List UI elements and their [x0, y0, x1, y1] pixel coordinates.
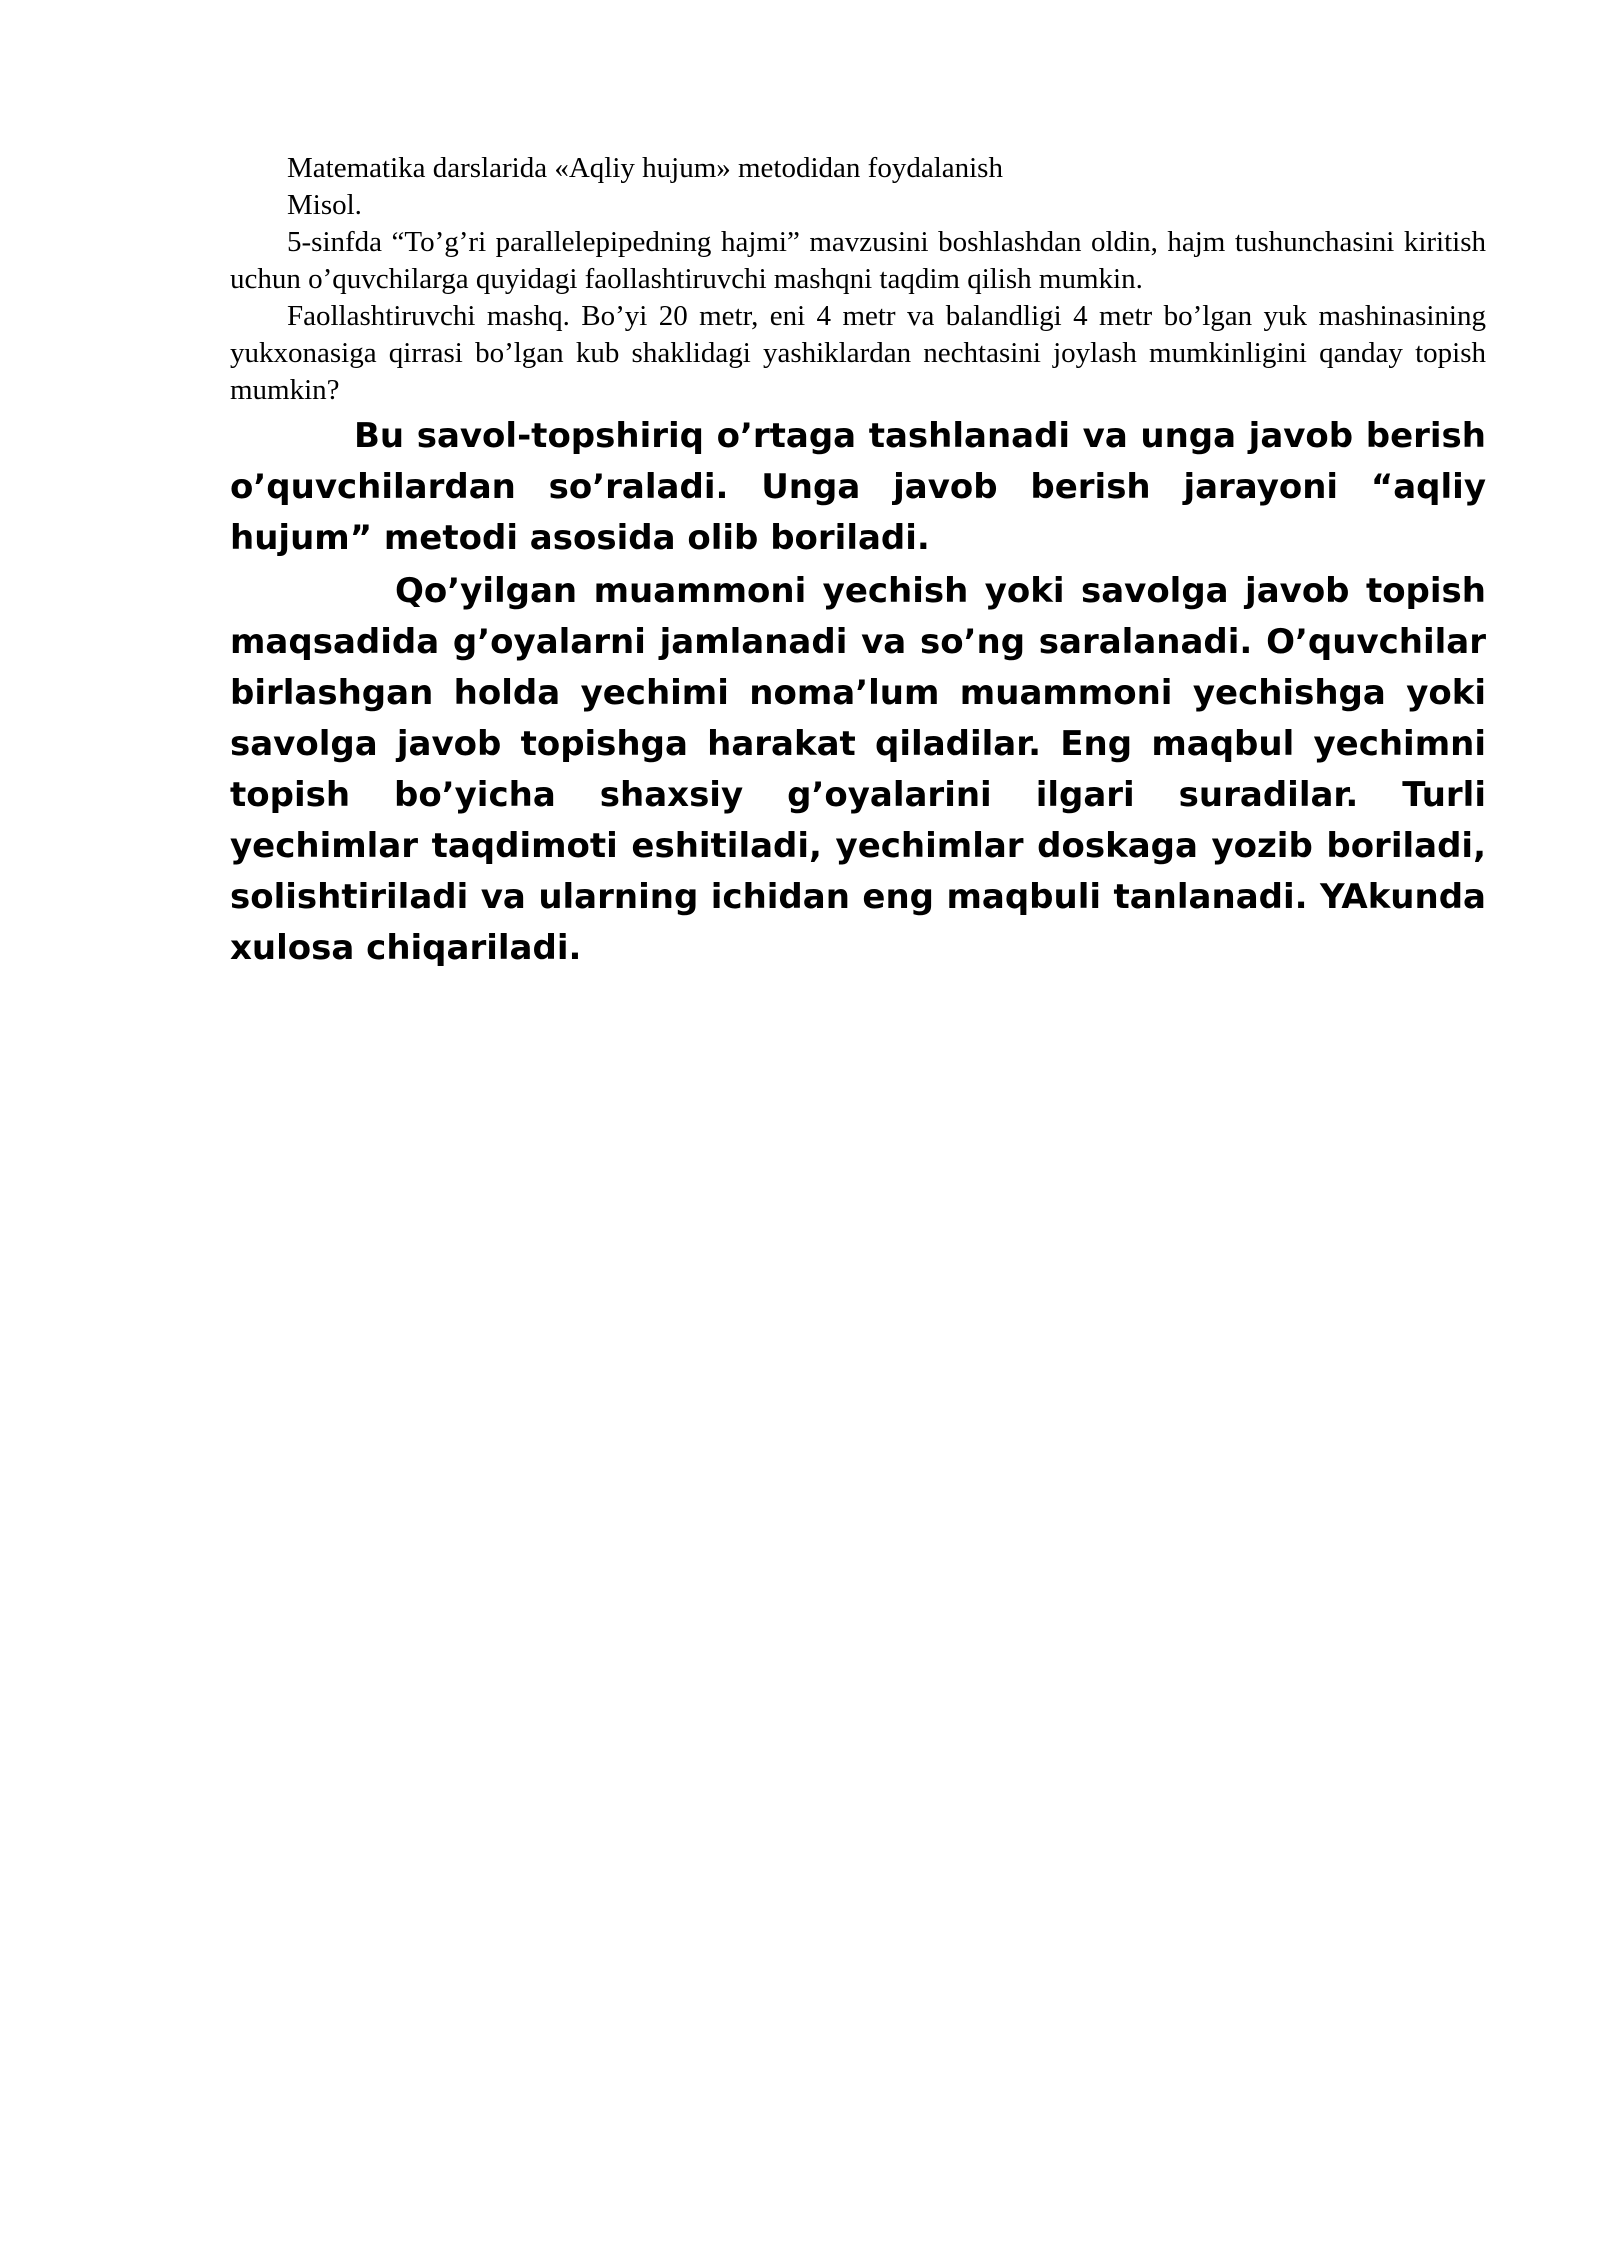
exercise-paragraph: Faollashtiruvchi mashq. Bo’yi 20 metr, eni 4 metr va balandligi 4 metr bo’lgan yuk mashinasining yukxonasiga qirrasi bo’lgan kub shaklidagi yashiklardan nechtasini joylash mumkinligini qanday topish mumkin? — [230, 300, 1486, 406]
document-page — [230, 150, 1486, 974]
example-label: Misol. — [287, 189, 362, 221]
document-title: Matematika darslarida «Aqliy hujum» metodidan foydalanish — [287, 152, 1003, 184]
bold-paragraph-method: Qo’yilgan muammoni yechish yoki savolga javob topish maqsadida g’oyalarni jamlanadi va so’ng saralanadi. O’quvchilar birlashgan holda yechimi noma’lum muammoni yechishga yoki savolga javob topishga harakat qiladilar. Eng maqbul yechimni topish bo’yicha shaxsiy g’oyalarini ilgari suradilar. Turli yechimlar taqdimoti eshitiladi, yechimlar doskaga yozib boriladi, solishtiriladi va ularning ichidan eng maqbuli tanlanadi. YAkunda xulosa chiqariladi. — [230, 571, 1486, 968]
bold-paragraph-question: Bu savol-topshiriq o’rtaga tashlanadi va unga javob berish o’quvchilardan so’raladi. Unga javob berish jarayoni “aqliy hujum” metodi asosida olib boriladi. — [230, 416, 1486, 558]
intro-paragraph: 5-sinfda “To’g’ri parallelepipedning hajmi” mavzusini boshlashdan oldin, hajm tushunchasini kiritish uchun o’quvchilarga quyidagi faollashtiruvchi mashqni taqdim qilish mumkin. — [230, 226, 1486, 295]
